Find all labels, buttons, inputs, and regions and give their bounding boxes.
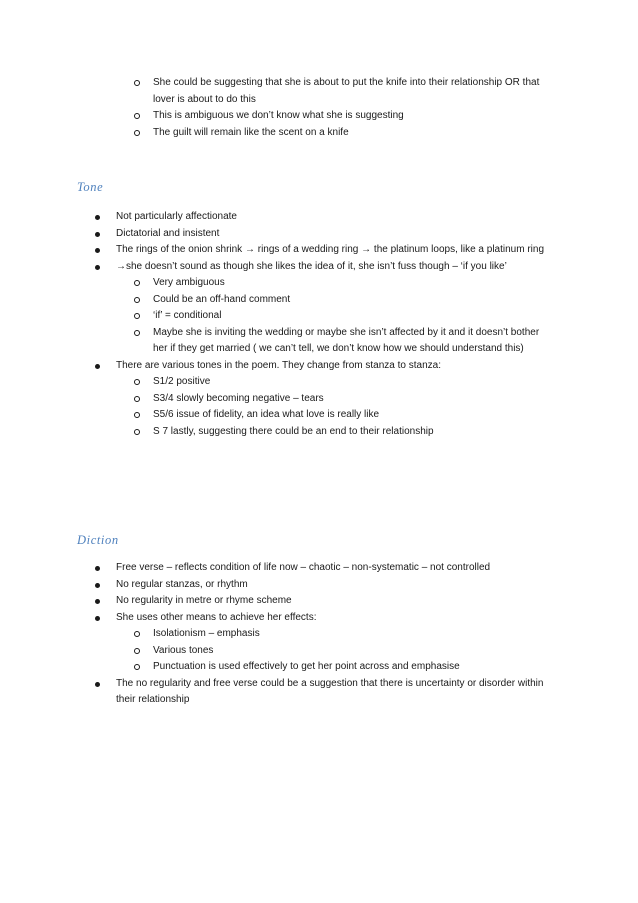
disc-bullet-icon xyxy=(95,616,100,621)
list-subitem xyxy=(0,325,638,358)
list-item xyxy=(0,108,638,125)
section-heading-tone: Tone xyxy=(77,180,104,194)
list-item xyxy=(0,125,638,142)
circle-bullet-icon xyxy=(134,379,140,385)
list-item-text: She uses other means to achieve her effects: xyxy=(116,611,317,623)
list-item-text: Could be an off-hand comment xyxy=(153,293,291,305)
list-subitem xyxy=(0,374,638,391)
disc-bullet-icon xyxy=(95,232,100,237)
list-subitem xyxy=(0,424,638,441)
list-item-text: S3/4 slowly becoming negative – tears xyxy=(153,392,324,404)
list-item xyxy=(0,209,638,226)
disc-bullet-icon xyxy=(95,583,100,588)
circle-bullet-icon xyxy=(134,130,140,136)
list-item-text: No regular stanzas, or rhythm xyxy=(116,578,248,590)
list-item-text: Isolationism – emphasis xyxy=(153,628,260,639)
list-subitem xyxy=(0,391,638,408)
tone-list xyxy=(0,209,638,440)
disc-bullet-icon xyxy=(95,364,100,369)
list-subitem xyxy=(0,275,638,292)
circle-bullet-icon xyxy=(134,429,140,435)
circle-bullet-icon xyxy=(134,297,140,303)
disc-bullet-icon xyxy=(95,566,100,571)
list-item-text: Various tones xyxy=(153,644,214,656)
list-item xyxy=(0,560,638,577)
circle-bullet-icon xyxy=(134,664,140,670)
list-item-text: There are various tones in the poem. They change from stanza to stanza: xyxy=(116,359,441,371)
list-item xyxy=(0,242,638,259)
circle-bullet-icon xyxy=(134,396,140,402)
list-subitem xyxy=(0,643,638,660)
list-item-text: Punctuation is used effectively to get her point across and emphasise xyxy=(153,661,460,672)
list-item xyxy=(0,593,638,610)
circle-bullet-icon xyxy=(134,412,140,418)
list-subitem xyxy=(0,292,638,309)
disc-bullet-icon xyxy=(95,599,100,604)
list-item-text: S 7 lastly, suggesting there could be an end to their relationship xyxy=(153,425,434,437)
top-sublist xyxy=(0,75,638,141)
list-item-text: Maybe she is inviting the wedding or maybe she isn’t affected by it and it doesn’t bother her if they get married ( we can’t tell, we don’t know how we should understand this) xyxy=(153,326,540,354)
list-item-text: This is ambiguous we don’t know what she is suggesting xyxy=(153,110,404,121)
diction-list xyxy=(0,560,638,709)
list-item-text: →she doesn’t sound as though she likes the idea of it, she isn’t fuss though – ‘if you like’ xyxy=(116,260,507,272)
list-item-text: S1/2 positive xyxy=(153,376,211,387)
circle-bullet-icon xyxy=(134,330,140,336)
list-item-text: S5/6 issue of fidelity, an idea what love is really like xyxy=(153,409,380,420)
list-item xyxy=(0,226,638,243)
list-subitem xyxy=(0,659,638,676)
list-item-text: The no regularity and free verse could be a suggestion that there is uncertainty or disorder within their relationship xyxy=(116,677,544,705)
list-item-text: Not particularly affectionate xyxy=(116,211,237,222)
list-subitem xyxy=(0,308,638,325)
list-item-text: Free verse – reflects condition of life now – chaotic – non-systematic – not controlled xyxy=(116,562,491,573)
list-item xyxy=(0,75,638,108)
section-heading-diction: Diction xyxy=(77,533,119,547)
list-subitem xyxy=(0,407,638,424)
list-item-text: Very ambiguous xyxy=(153,277,225,288)
disc-bullet-icon xyxy=(95,682,100,687)
disc-bullet-icon xyxy=(95,215,100,220)
list-item xyxy=(0,610,638,627)
circle-bullet-icon xyxy=(134,631,140,637)
list-item xyxy=(0,577,638,594)
circle-bullet-icon xyxy=(134,313,140,319)
list-item xyxy=(0,259,638,276)
list-item-text: The rings of the onion shrink → rings of a wedding ring → the platinum loops, like a platinum ring xyxy=(116,244,545,255)
circle-bullet-icon xyxy=(134,648,140,654)
list-item-text: The guilt will remain like the scent on a knife xyxy=(153,126,349,138)
list-item-text: Dictatorial and insistent xyxy=(116,227,220,239)
list-subitem xyxy=(0,626,638,643)
list-item-text: ‘if’ = conditional xyxy=(153,310,222,321)
disc-bullet-icon xyxy=(95,265,100,270)
list-item-text: No regularity in metre or rhyme scheme xyxy=(116,595,292,606)
circle-bullet-icon xyxy=(134,113,140,119)
list-item xyxy=(0,676,638,709)
list-item xyxy=(0,358,638,375)
circle-bullet-icon xyxy=(134,80,140,86)
list-item-text: She could be suggesting that she is about to put the knife into their relationship OR that lover is about to do this xyxy=(153,77,540,105)
disc-bullet-icon xyxy=(95,248,100,253)
circle-bullet-icon xyxy=(134,280,140,286)
